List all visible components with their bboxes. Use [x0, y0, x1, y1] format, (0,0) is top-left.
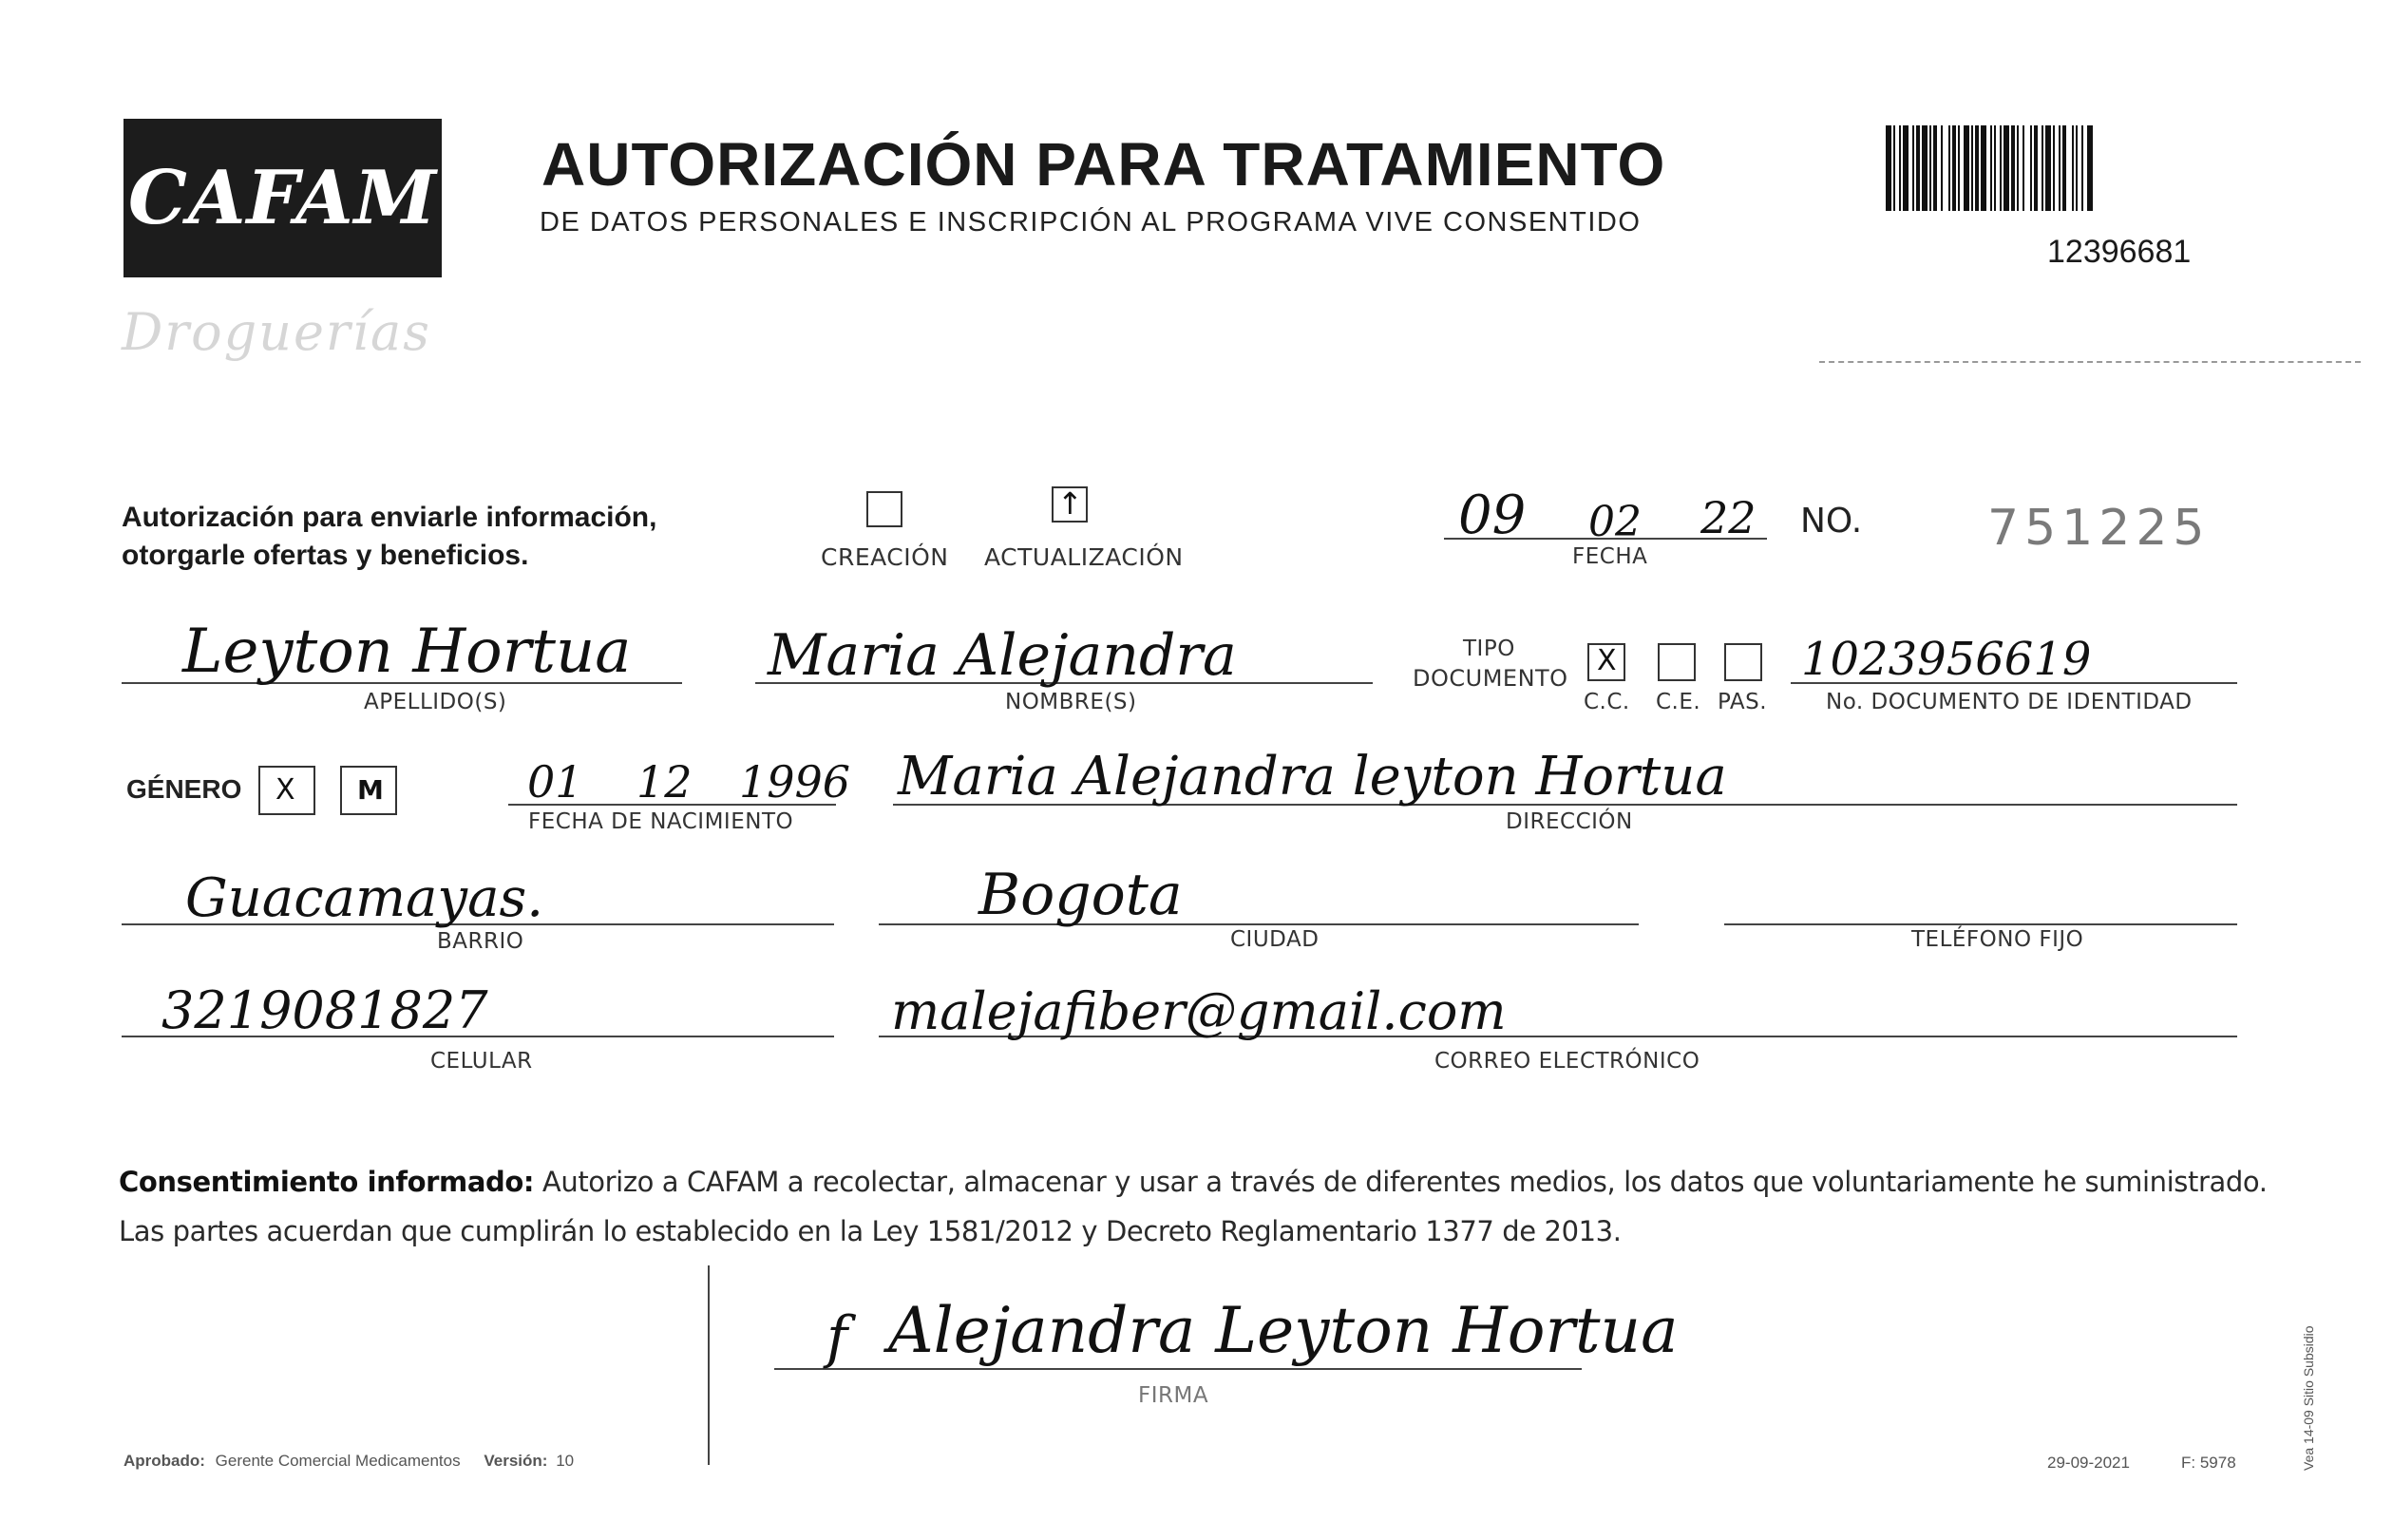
nombres-value[interactable]: Maria Alejandra: [768, 622, 1237, 689]
apellidos-label: APELLIDO(S): [364, 690, 507, 714]
ce-label: C.E.: [1656, 690, 1701, 714]
signature-line: [774, 1368, 1582, 1370]
doc-number-value[interactable]: 1023956619: [1801, 633, 2092, 686]
ciudad-value[interactable]: Bogota: [978, 862, 1183, 928]
cc-mark: X: [1597, 644, 1617, 677]
cafam-logo: [123, 119, 442, 277]
apellidos-value[interactable]: Leyton Hortua: [182, 617, 632, 687]
footer-date: 29-09-2021: [2047, 1454, 2130, 1472]
creacion-label: CREACIÓN: [821, 543, 949, 571]
fecha-year[interactable]: 22: [1700, 492, 1757, 543]
cc-checkbox[interactable]: [1587, 643, 1625, 681]
celular-value[interactable]: 3219081827: [161, 980, 488, 1040]
telefono-line: [1724, 923, 2237, 925]
no-label: NO.: [1800, 502, 1863, 541]
consent-title: Consentimiento informado:: [119, 1166, 535, 1198]
signature-value[interactable]: Alejandra Leyton Hortua: [888, 1294, 1679, 1367]
ciudad-label: CIUDAD: [1230, 927, 1320, 952]
form-number: 751225: [1987, 500, 2211, 557]
consent-paragraph: [119, 1157, 2268, 1256]
barcode: [1886, 125, 2277, 211]
genero-f-mark: X: [275, 773, 295, 807]
barrio-value[interactable]: Guacamayas.: [185, 867, 543, 929]
fecha-month[interactable]: 02: [1588, 498, 1642, 546]
direccion-value[interactable]: Maria Alejandra leyton Hortua: [898, 746, 1727, 808]
consent-text-2: Las partes acuerdan que cumplirán lo establecido en la Ley 1581/2012 y Decreto Reglamentario 1377 de 2013.: [119, 1215, 1622, 1247]
document-subtitle: DE DATOS PERSONALES E INSCRIPCIÓN AL PROGRAMA VIVE CONSENTIDO: [540, 207, 1642, 238]
fecha-day[interactable]: 09: [1458, 485, 1527, 546]
actualizacion-label: ACTUALIZACIÓN: [984, 543, 1184, 571]
signature-label: FIRMA: [1138, 1383, 1209, 1408]
pas-label: PAS.: [1718, 690, 1768, 714]
doc-number-label: No. DOCUMENTO DE IDENTIDAD: [1826, 690, 2193, 714]
aprobado-label: Aprobado:: [123, 1452, 205, 1470]
intro-text-2: otorgarle ofertas y beneficios.: [122, 540, 529, 571]
birth-day[interactable]: 01: [527, 756, 583, 808]
consent-text-1: Autorizo a CAFAM a recolectar, almacenar y usar a través de diferentes medios, los datos que voluntariamente he suministrado.: [534, 1166, 2268, 1198]
footer-form-code: F: 5978: [2181, 1454, 2236, 1472]
actualizacion-mark: ↑: [1057, 485, 1083, 522]
signature-prefix: f: [826, 1304, 848, 1371]
dash-divider: [1819, 361, 2361, 363]
cc-label: C.C.: [1584, 690, 1630, 714]
ce-checkbox[interactable]: [1658, 643, 1696, 681]
aprobado-value: Gerente Comercial Medicamentos: [215, 1452, 461, 1470]
document-title: AUTORIZACIÓN PARA TRATAMIENTO: [541, 130, 1666, 199]
direccion-label: DIRECCIÓN: [1506, 809, 1633, 834]
fecha-label: FECHA: [1572, 544, 1648, 569]
pas-checkbox[interactable]: [1724, 643, 1762, 681]
celular-label: CELULAR: [430, 1049, 533, 1074]
birth-year[interactable]: 1996: [739, 756, 851, 808]
actualizacion-checkbox[interactable]: [1052, 486, 1088, 523]
genero-m-label: M: [357, 774, 384, 806]
barcode-number: 12396681: [2047, 234, 2192, 270]
documento-label: DOCUMENTO: [1413, 665, 1568, 692]
version-label: Versión:: [484, 1452, 548, 1470]
birth-month[interactable]: 12: [636, 756, 693, 808]
version-value: 10: [556, 1452, 575, 1470]
genero-m-checkbox[interactable]: [340, 766, 397, 815]
intro-text-1: Autorización para enviarle información,: [122, 502, 657, 533]
correo-label: CORREO ELECTRÓNICO: [1434, 1049, 1700, 1074]
genero-label: GÉNERO: [126, 774, 242, 804]
birth-date-label: FECHA DE NACIMIENTO: [528, 809, 794, 834]
nombres-label: NOMBRE(S): [1005, 690, 1137, 714]
cafam-logo-text: CAFAM: [127, 155, 438, 241]
telefono-label: TELÉFONO FIJO: [1911, 927, 2084, 952]
creacion-checkbox[interactable]: [866, 491, 902, 527]
genero-f-checkbox[interactable]: [258, 766, 315, 815]
logo-subtitle: Droguerías: [122, 302, 431, 362]
correo-value[interactable]: malejafiber@gmail.com: [891, 981, 1507, 1041]
barrio-label: BARRIO: [437, 929, 524, 954]
signature-divider: [708, 1265, 710, 1465]
footer-side-text: Vea 14-09 Sitio Subsidio: [2301, 1325, 2316, 1471]
tipo-label: TIPO: [1463, 637, 1515, 661]
consent-line-1: [119, 1157, 2268, 1207]
footer-approved: [123, 1452, 574, 1471]
